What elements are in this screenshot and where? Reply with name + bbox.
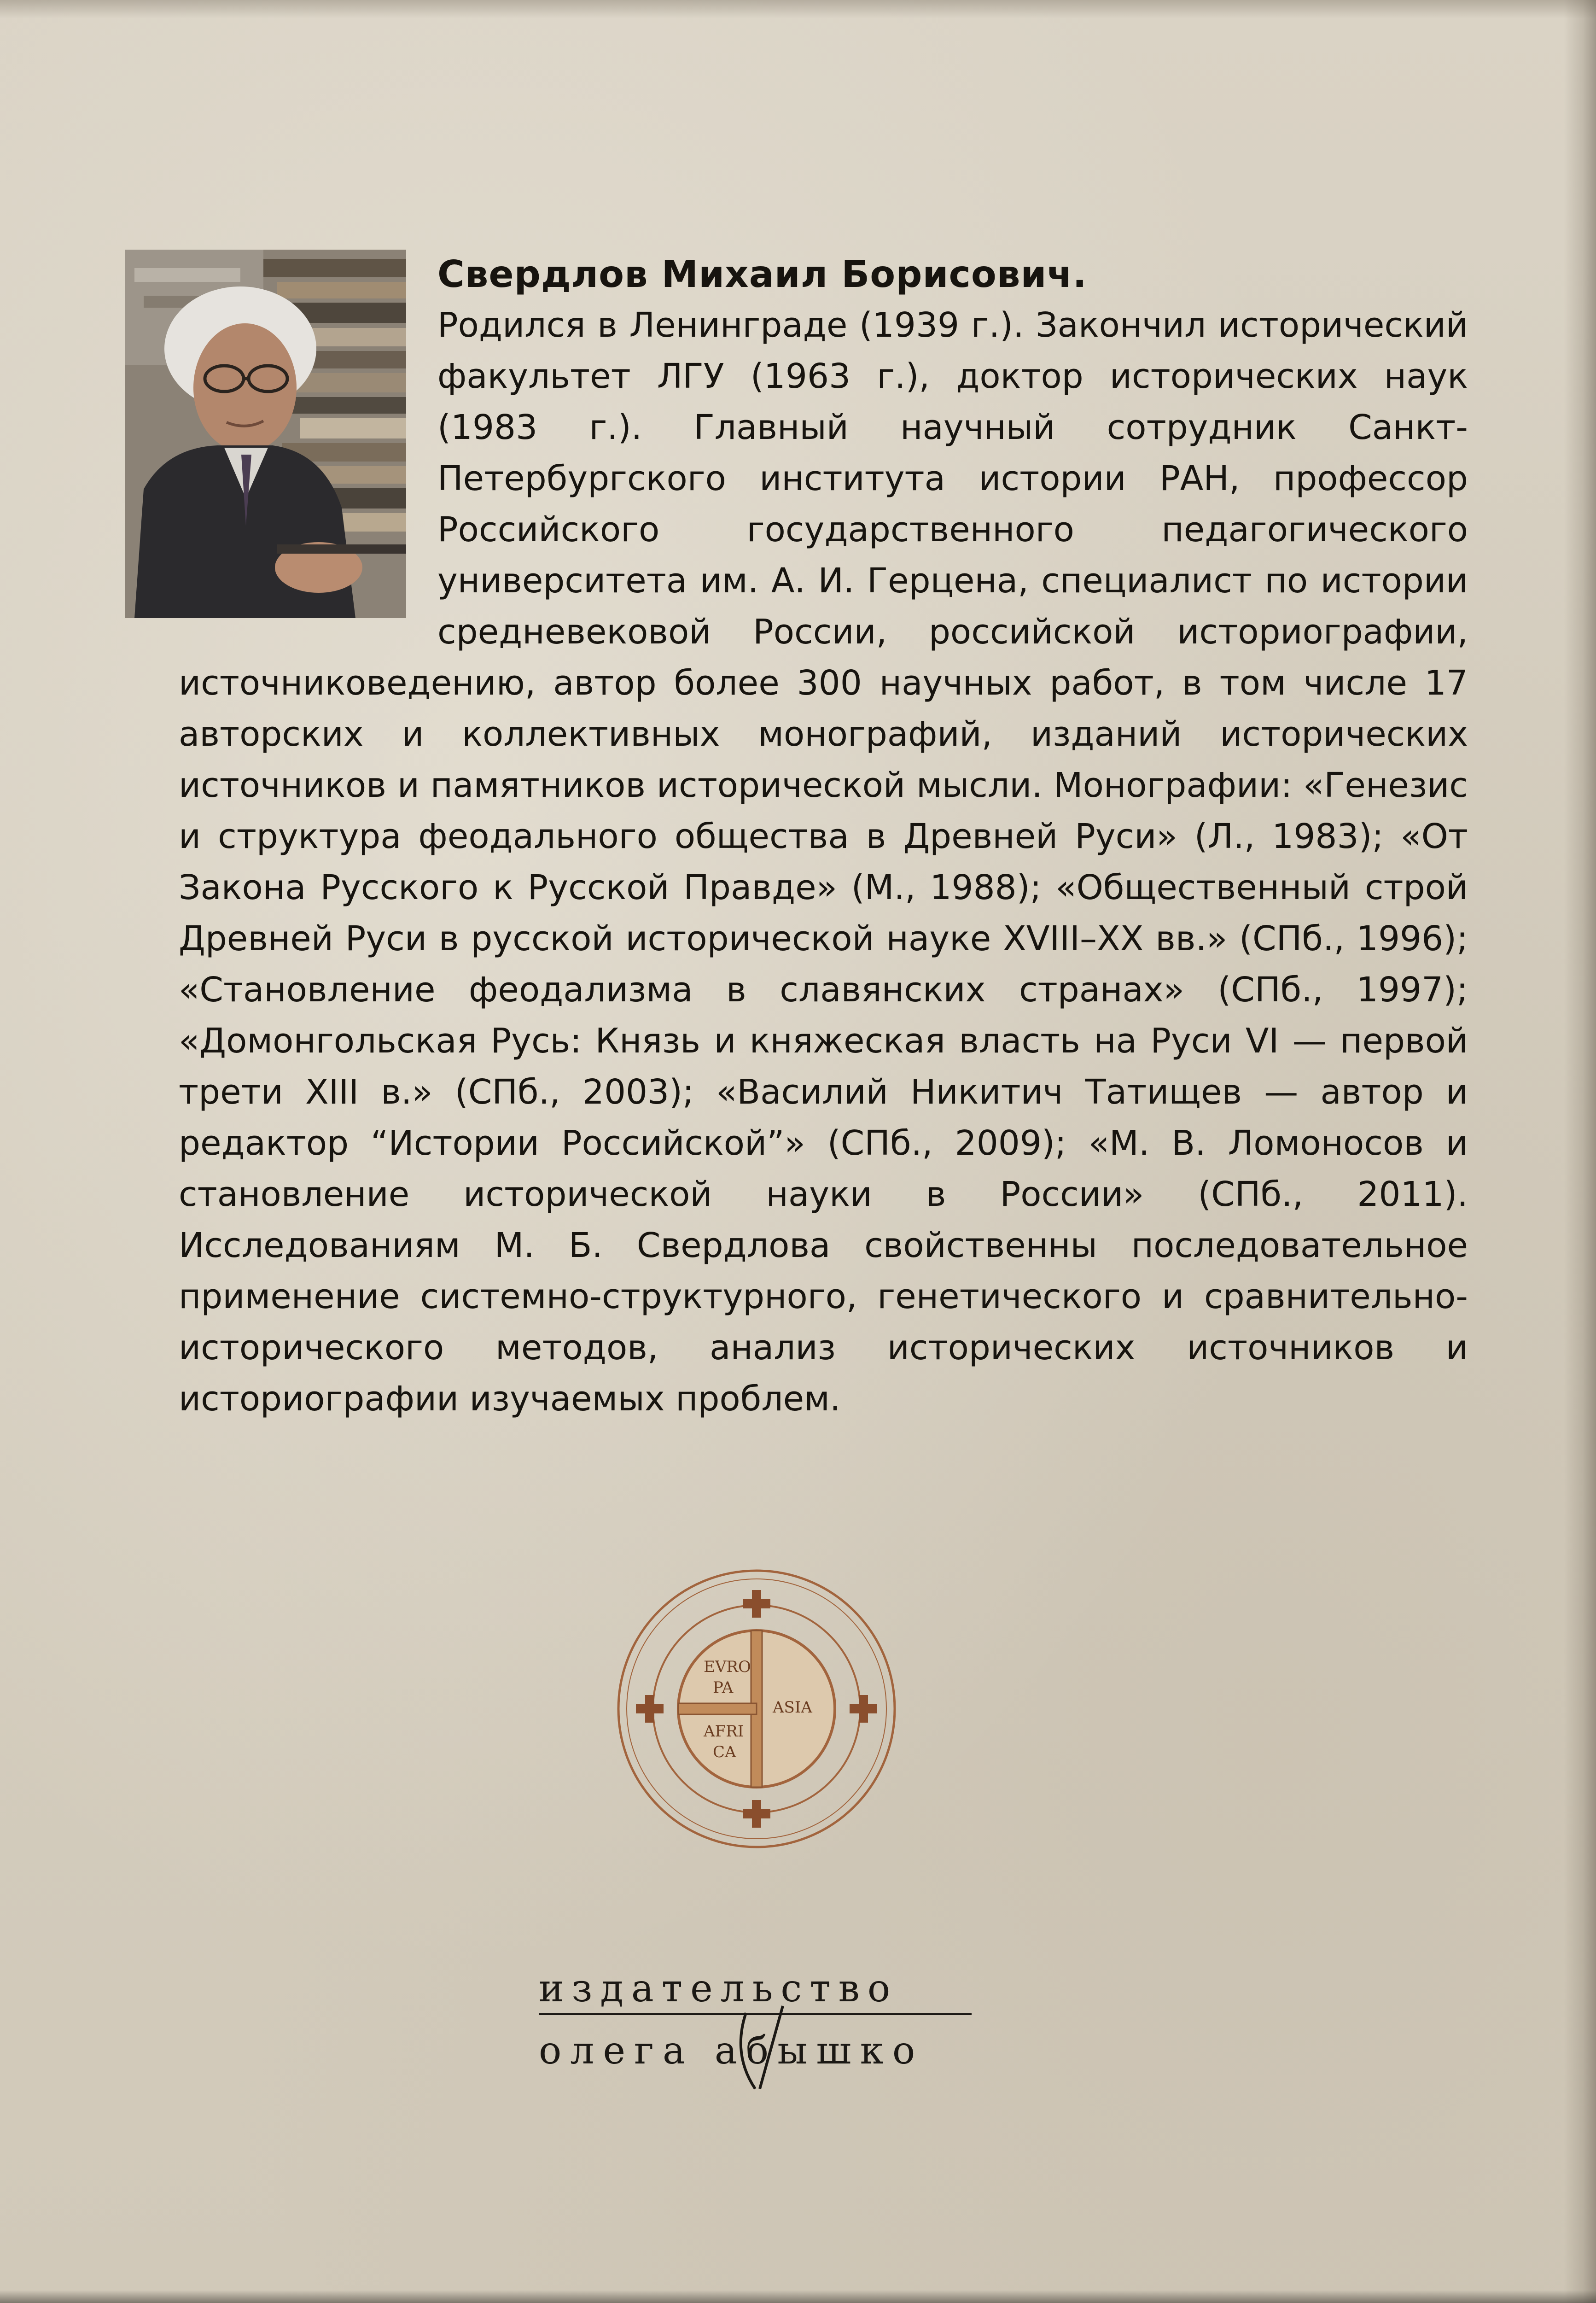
publisher-line-2: олега абышко <box>539 2029 924 2073</box>
author-biography <box>179 249 1468 1425</box>
cover-spine-shadow <box>1564 0 1596 2303</box>
seal-label-africa-2: CA <box>713 1743 736 1761</box>
photo-float-spacer <box>179 249 437 658</box>
seal-label-asia: ASIA <box>773 1698 812 1717</box>
cover-bottom-shadow <box>0 2290 1596 2303</box>
cover-top-shadow <box>0 0 1596 18</box>
publisher-mark-icon <box>728 2004 792 2091</box>
biography-text: Родился в Ленинграде (1939 г.). Закончил исторический факультет ЛГУ (1963 г.), доктор исторических наук (1983 г.). Главный научный сотрудник Санкт-Петербургского института истории РАН, профессор Российского государственного педагогического университета им. А. И. Герцена, специалист по истории средневековой России, российской историографии, источниковедению, автор более 300 научных работ, в том числе 17 авторских и коллективных монографий, изданий исторических источников и памятников исторической мысли. Монографии: «Генезис и структура феодального общества в Древней Руси» (Л., 1983); «От Закона Русского к Русской Правде» (М., 1988); «Общественный строй Древней Руси в русской исторической науке XVIII–XX вв.» (СПб., 1996); «Становление феодализма в славянских странах» (СПб., 1997); «Домонгольская Русь: Князь и княжеская власть на Руси VI — первой трети XIII в.» (СПб., 2003); «Василий Никитич Татищев — автор и редактор “Истории Российской”» (СПб., 2009); «М. В. Ломоносов и становление исторической науки в России» (СПб., 2011). Исследованиям М. Б. Свердлова свойственны последовательное применение системно-структурного, генетического и сравнительно-исторического методов, анализ исторических источников и историографии изучаемых проблем. <box>179 305 1468 1419</box>
seal-label-europe-1: EVRO <box>704 1658 751 1676</box>
t-o-map-seal <box>614 1566 899 1852</box>
publisher-line-1: издательство <box>539 1967 972 2015</box>
seal-label-europe-2: PA <box>713 1678 734 1697</box>
seal-emblem <box>614 1566 899 1852</box>
seal-label-africa-1: AFRI <box>704 1722 744 1741</box>
author-name: Свердлов Михаил Борисович. <box>437 253 1087 296</box>
publisher-logo <box>534 1967 976 2091</box>
